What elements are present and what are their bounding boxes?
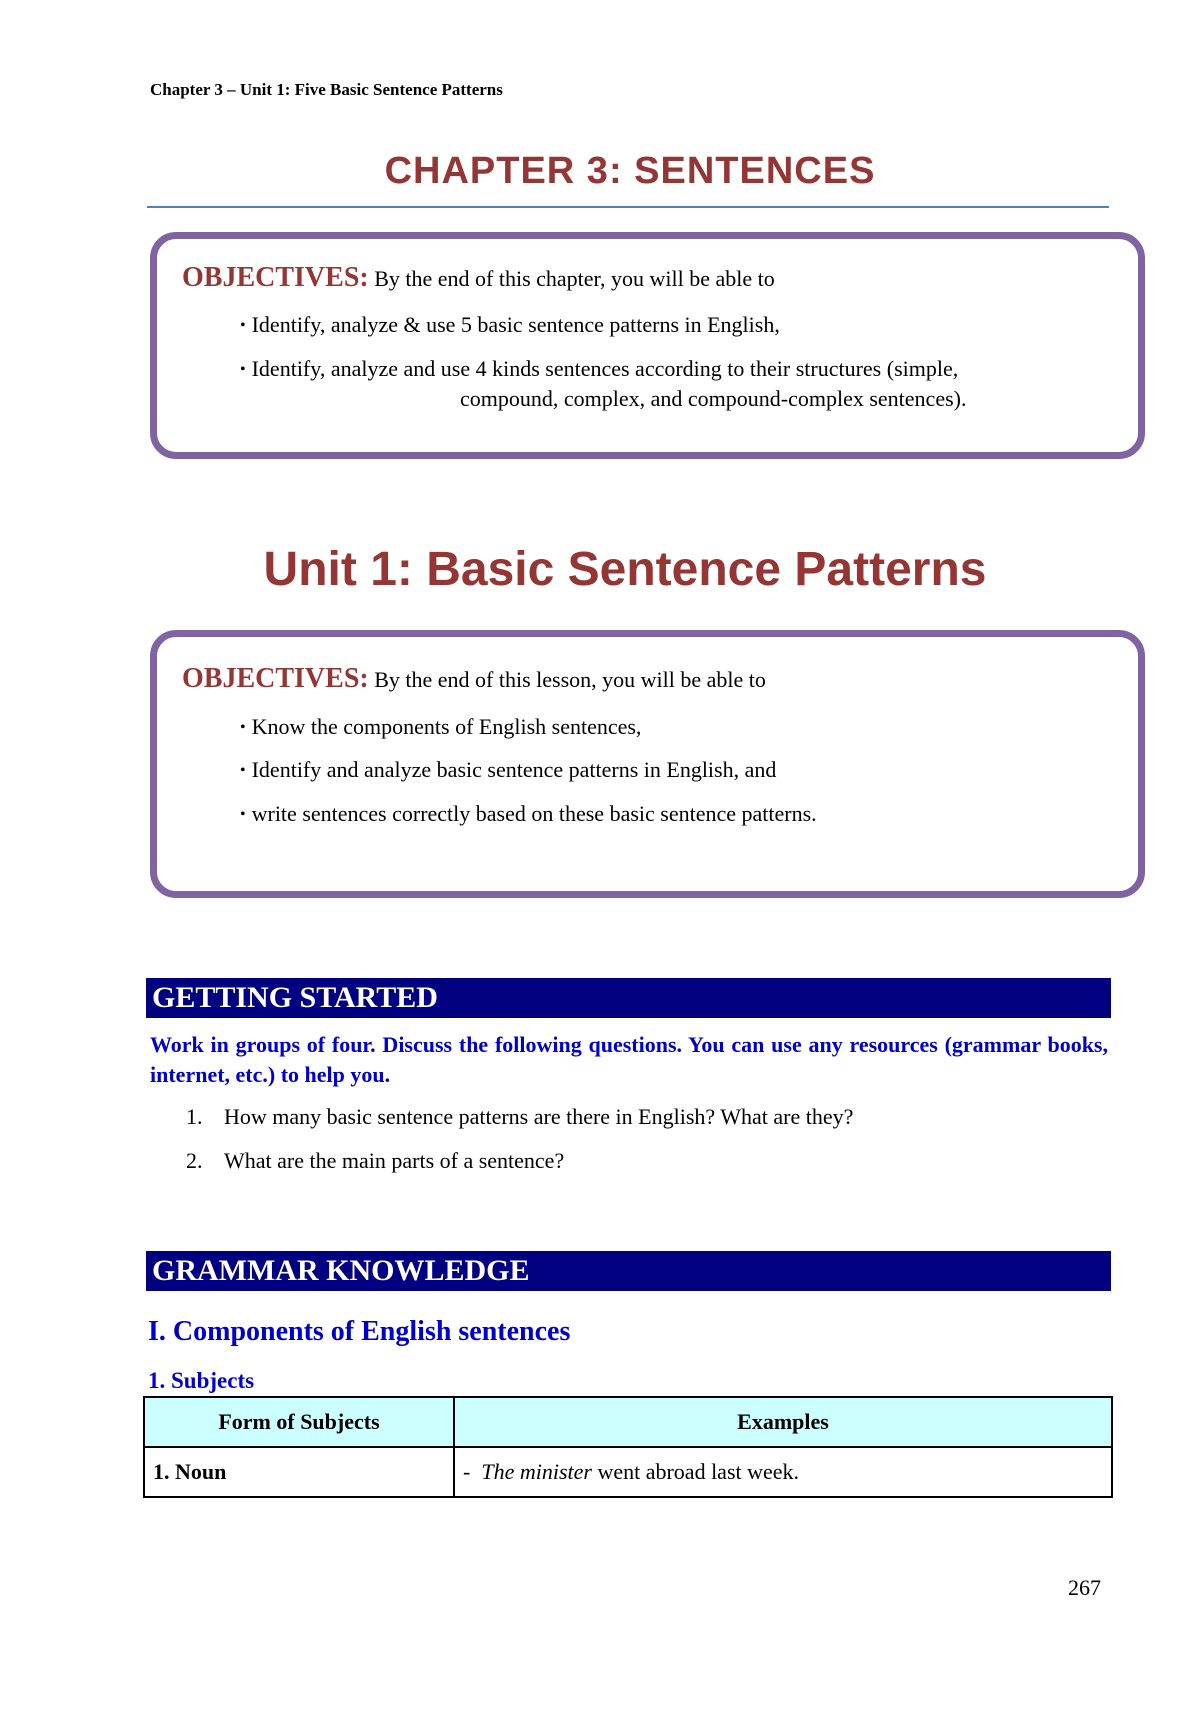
question-item: 2. What are the main parts of a sentence? [186,1148,565,1173]
unit-objective-item: • write sentences correctly based on these basic sentence patterns. [240,801,817,826]
bullet-icon: • [240,317,246,334]
table-header-examples: Examples [454,1397,1112,1447]
getting-started-instruction: Work in groups of four. Discuss the following questions. You can use any resources (grammar books, internet, etc.) to help you. [150,1032,1108,1087]
table-cell-example: - The minister went abroad last week. [454,1447,1112,1497]
chapter-objective-continuation: compound, complex, and compound-complex sentences). [460,386,967,411]
unit-objectives-intro: By the end of this lesson, you will be able to [374,667,766,692]
table-cell-form: 1. Noun [144,1447,454,1497]
chapter-objectives-intro-line [182,262,775,294]
subsection-title: 1. Subjects [148,1368,255,1393]
table-header-row [144,1397,1112,1447]
chapter-objectives-intro: By the end of this chapter, you will be able to [374,266,775,291]
bullet-icon: • [240,762,246,779]
chapter-title-rule [147,206,1109,208]
getting-started-heading: GETTING STARTED [146,978,1111,1018]
question-item: 1. How many basic sentence patterns are there in English? What are they? [186,1104,854,1129]
bullet-icon: • [240,719,246,736]
unit-objective-item: • Identify and analyze basic sentence patterns in English, and [240,757,777,782]
table-row [144,1447,1112,1497]
table-header-form: Form of Subjects [144,1397,454,1447]
chapter-objectives-label: OBJECTIVES: [182,262,369,293]
chapter-objective-item: • Identify, analyze and use 4 kinds sentences according to their structures (simple, [240,356,959,381]
running-header: Chapter 3 – Unit 1: Five Basic Sentence Patterns [150,80,503,99]
bullet-icon: • [240,361,246,378]
unit-objective-item: • Know the components of English sentences, [240,714,642,739]
unit-title: Unit 1: Basic Sentence Patterns [263,543,987,596]
unit-objectives-intro-line [182,663,766,695]
page-number: 267 [1068,1575,1101,1600]
subjects-table [143,1396,1113,1498]
grammar-knowledge-heading: GRAMMAR KNOWLEDGE [146,1251,1111,1291]
chapter-objective-item: • Identify, analyze & use 5 basic sentence patterns in English, [240,312,780,337]
unit-objectives-label: OBJECTIVES: [182,663,369,694]
section-title: I. Components of English sentences [148,1316,571,1347]
bullet-icon: • [240,806,246,823]
chapter-title: CHAPTER 3: SENTENCES [384,150,876,192]
